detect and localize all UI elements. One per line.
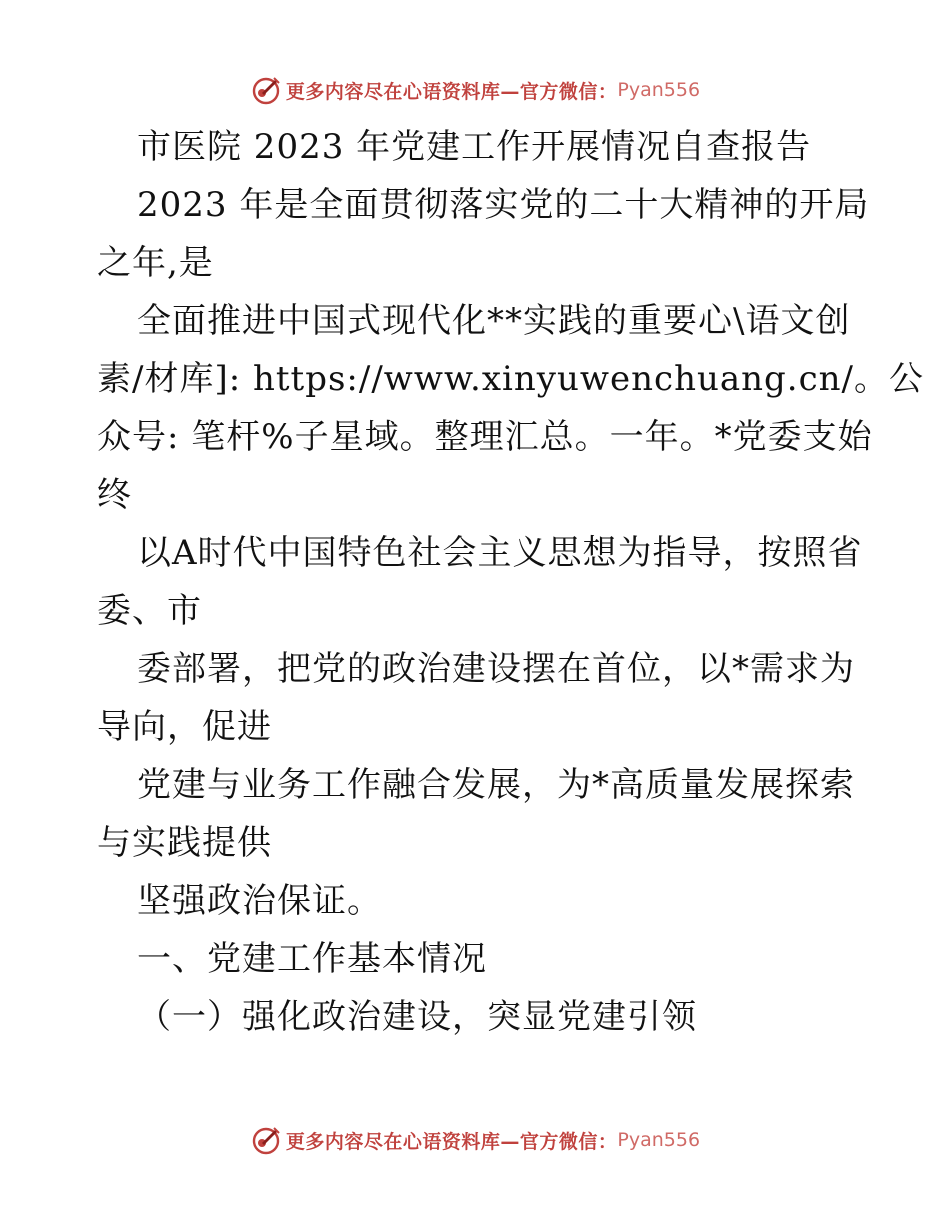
text-line: 终 xyxy=(97,475,132,515)
text-line: 坚强政治保证。 xyxy=(137,881,382,921)
text-line: 以A时代中国特色社会主义思想为指导，按照省 xyxy=(137,533,863,573)
text-line: （一）强化政治建设，突显党建引领 xyxy=(137,997,697,1037)
text-line: 一、党建工作基本情况 xyxy=(137,939,487,979)
watermark-text: 更多内容尽在心语资料库—官方微信： xyxy=(285,80,618,103)
text-line: 众号: 笔杆%子星域。整理汇总。一年。*党委支始 xyxy=(97,417,873,457)
watermark-contact: Pyan556 xyxy=(617,1129,701,1151)
text-line: 导向，促进 xyxy=(97,707,272,747)
quill-logo-icon xyxy=(250,74,282,106)
text-line: 委、市 xyxy=(97,591,202,631)
quill-logo-icon xyxy=(250,1124,282,1156)
text-line: 党建与业务工作融合发展，为*高质量发展探索 xyxy=(137,765,855,805)
document-body xyxy=(97,118,925,1046)
text-line: 与实践提供 xyxy=(97,823,272,863)
text-line: 素/材库]: https://www.xinyuwenchuang.cn/。公 xyxy=(97,359,925,399)
footer-watermark-banner xyxy=(0,1118,950,1162)
text-line: 2023 年是全面贯彻落实党的二十大精神的开局 xyxy=(137,185,870,225)
text-line: 之年,是 xyxy=(97,243,214,283)
text-line: 委部署，把党的政治建设摆在首位，以*需求为 xyxy=(137,649,855,689)
header-watermark-banner xyxy=(0,68,950,112)
text-line: 全面推进中国式现代化**实践的重要心\语文创 xyxy=(137,301,851,341)
watermark-contact: Pyan556 xyxy=(617,79,701,101)
document-title: 市医院 2023 年党建工作开展情况自查报告 xyxy=(137,127,812,167)
watermark-text: 更多内容尽在心语资料库—官方微信： xyxy=(285,1130,618,1153)
